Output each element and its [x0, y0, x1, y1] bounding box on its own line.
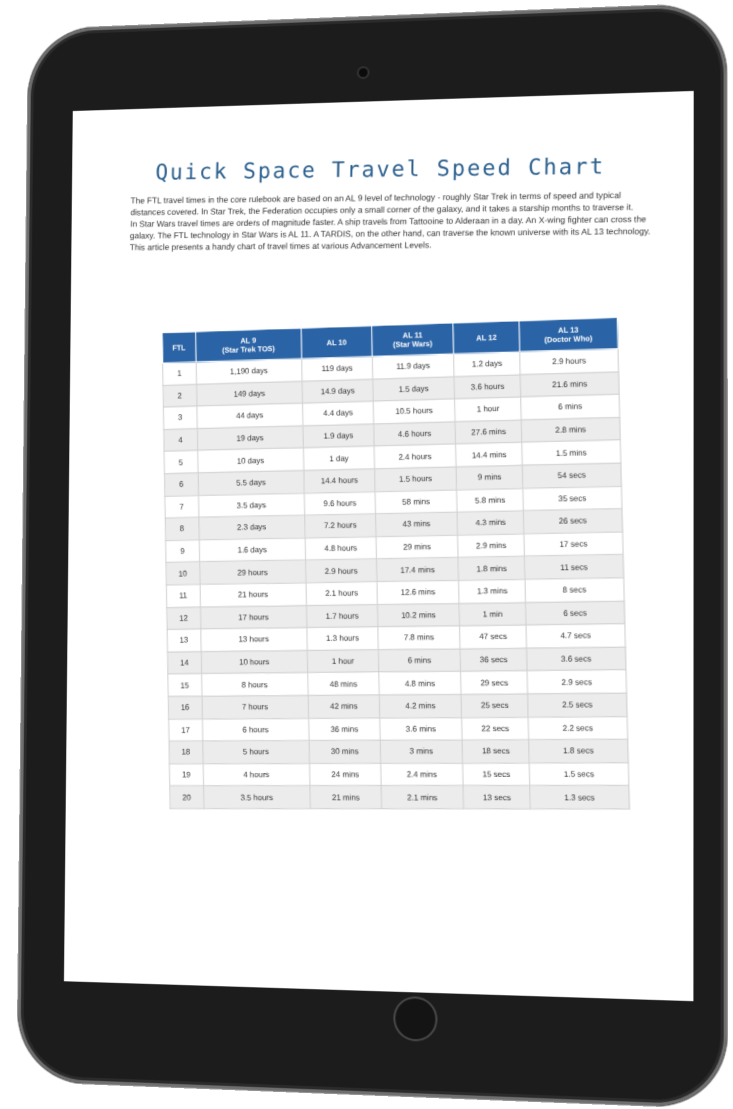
table-cell: 27.6 mins	[455, 420, 522, 444]
table-cell: 17 hours	[200, 605, 307, 629]
table-cell: 2.3 days	[198, 515, 305, 539]
tablet-device	[17, 3, 727, 1108]
table-cell: 2.5 secs	[528, 693, 627, 717]
table-cell: 1.5 secs	[529, 762, 629, 785]
table-cell: 1 hour	[455, 397, 522, 421]
table-cell: 9	[166, 540, 200, 563]
table-cell: 119 days	[302, 356, 373, 381]
table-cell: 10.2 mins	[377, 603, 460, 627]
intro-text	[130, 190, 653, 254]
column-header-sublabel: (Star Wars)	[392, 338, 433, 350]
column-header-label: AL 10	[326, 337, 347, 347]
table-cell: 12	[167, 607, 201, 630]
table-cell: 1.6 days	[199, 538, 306, 562]
table-cell: 5	[164, 451, 198, 474]
table-cell: 3.5 hours	[203, 786, 310, 809]
table-cell: 1.3 hours	[307, 627, 378, 650]
table-cell: 13 hours	[200, 628, 307, 652]
table-cell: 24 mins	[310, 763, 381, 786]
table-cell: 3.6 secs	[527, 647, 626, 671]
table-cell: 1 day	[304, 446, 375, 470]
table-row	[168, 693, 627, 719]
column-header-label: AL 9	[240, 335, 257, 346]
travel-speed-table-container	[162, 317, 630, 810]
table-cell: 35 secs	[523, 486, 622, 511]
table-cell: 4 hours	[203, 763, 310, 786]
table-cell: 6 secs	[526, 601, 625, 625]
table-cell: 1.5 mins	[522, 440, 621, 465]
table-cell: 1.2 days	[454, 352, 520, 377]
table-cell: 10 days	[197, 448, 304, 473]
table-cell: 44 days	[197, 403, 304, 428]
table-row	[168, 670, 627, 696]
table-cell: 22 secs	[462, 717, 529, 740]
table-cell: 14.4 mins	[456, 443, 523, 467]
table-cell: 1.5 days	[373, 376, 455, 401]
table-cell: 4.8 hours	[305, 536, 376, 560]
table-cell: 7.2 hours	[305, 514, 376, 538]
table-cell: 8 secs	[525, 578, 624, 602]
table-cell: 16	[168, 696, 202, 719]
table-row	[169, 739, 628, 763]
table-cell: 2.1 mins	[381, 786, 464, 809]
table-cell: 5.8 mins	[457, 488, 524, 512]
table-row	[170, 786, 630, 809]
tablet-screen	[64, 91, 694, 1001]
table-cell: 9.6 hours	[305, 491, 376, 515]
table-cell: 2.8 mins	[521, 417, 620, 442]
table-cell: 21 mins	[310, 786, 381, 809]
table-cell: 36 mins	[309, 718, 380, 741]
column-header-label: FTL	[172, 342, 186, 352]
table-cell: 2.9 mins	[458, 534, 525, 558]
table-cell: 2.9 hours	[306, 559, 377, 583]
table-cell: 11 secs	[525, 555, 624, 580]
table-cell: 15 secs	[463, 763, 530, 786]
table-row	[169, 762, 628, 786]
table-cell: 14.9 days	[302, 379, 373, 403]
table-cell: 1,190 days	[196, 359, 303, 385]
table-cell: 43 mins	[375, 512, 458, 536]
camera-icon	[359, 68, 368, 77]
column-header	[301, 326, 372, 359]
table-cell: 1.7 hours	[307, 604, 378, 628]
page-title: Quick Space Travel Speed Chart	[155, 154, 606, 186]
column-header	[371, 323, 453, 357]
table-cell: 11	[166, 584, 200, 607]
table-cell: 1.8 mins	[458, 556, 525, 580]
table-cell: 12.6 mins	[377, 580, 460, 604]
table-cell: 29 secs	[461, 671, 528, 694]
table-cell: 4.8 mins	[379, 671, 462, 694]
table-cell: 3	[163, 406, 197, 429]
table-cell: 2.4 mins	[380, 763, 463, 786]
table-cell: 10 hours	[201, 650, 308, 674]
table-cell: 8 hours	[201, 673, 308, 696]
table-cell: 1.3 secs	[530, 786, 630, 809]
column-header	[453, 321, 520, 354]
table-cell: 1 min	[459, 602, 526, 626]
table-cell: 9 mins	[456, 465, 523, 489]
table-cell: 15	[168, 674, 202, 697]
table-cell: 17 secs	[524, 532, 623, 557]
table-cell: 6	[164, 473, 198, 496]
table-cell: 3.6 hours	[454, 374, 520, 399]
table-cell: 18 secs	[462, 740, 529, 763]
table-cell: 2.4 hours	[374, 444, 456, 469]
table-cell: 7 hours	[202, 695, 309, 718]
table-cell: 2.9 hours	[520, 349, 619, 375]
table-cell: 17.4 mins	[376, 558, 459, 582]
column-header-label: AL 12	[476, 332, 497, 343]
table-cell: 4.3 mins	[457, 511, 524, 535]
travel-speed-table	[162, 317, 630, 810]
table-cell: 10	[166, 562, 200, 585]
table-cell: 3 mins	[380, 740, 463, 763]
intro-paragraph: This article presents a handy chart of travel times at various Advancement Levels.	[129, 239, 432, 253]
table-cell: 7.8 mins	[378, 626, 461, 650]
table-cell: 36 secs	[460, 648, 527, 672]
table-cell: 4.6 hours	[374, 422, 456, 447]
column-header	[195, 328, 302, 362]
table-cell: 2.9 secs	[527, 670, 626, 694]
table-cell: 6 mins	[378, 649, 461, 673]
table-cell: 48 mins	[308, 672, 379, 695]
table-cell: 10.5 hours	[373, 399, 455, 424]
table-cell: 149 days	[196, 381, 303, 406]
table-cell: 4.4 days	[303, 401, 374, 425]
table-cell: 19 days	[197, 426, 304, 451]
table-cell: 7	[165, 495, 199, 518]
table-cell: 1 hour	[308, 650, 379, 673]
table-cell: 18	[169, 741, 203, 764]
table-cell: 2	[163, 384, 197, 407]
table-cell: 17	[169, 719, 203, 742]
table-cell: 29 mins	[376, 535, 459, 559]
table-cell: 5.5 days	[198, 470, 305, 495]
column-header	[519, 317, 618, 351]
column-header-sublabel: (Star Trek TOS)	[222, 344, 275, 355]
table-cell: 21.6 mins	[520, 371, 619, 397]
table-cell: 30 mins	[309, 740, 380, 763]
table-cell: 13 secs	[463, 786, 530, 809]
table-cell: 21 hours	[200, 583, 307, 607]
table-cell: 11.9 days	[372, 354, 454, 379]
table-cell: 4.2 mins	[379, 694, 462, 717]
table-cell: 13	[167, 629, 201, 652]
intro-paragraph: The FTL travel times in the core rulebook are based on an AL 9 level of technology - roughly Star Trek in terms of speed and typical distances covered. In Star Trek, the Federation occupies only a small corner of the galaxy, and it takes a starship months to traverse it.	[130, 190, 634, 217]
table-cell: 1.5 hours	[374, 467, 456, 491]
table-cell: 4.7 secs	[526, 624, 625, 648]
table-cell: 6 hours	[202, 718, 309, 741]
table-cell: 6 mins	[521, 394, 620, 420]
table-cell: 4	[164, 428, 198, 451]
table-cell: 58 mins	[375, 489, 457, 513]
table-cell: 54 secs	[522, 463, 621, 488]
intro-paragraph: In Star Wars travel times are orders of magnitude faster. A ship travels from Tattooine to Alderaan in a day. An X-wing fighter can cross the galaxy. The FTL technology in Star Wars is AL 11. A TARDIS, on the other hand, can traverse the known universe with its AL 13 technology.	[129, 213, 651, 240]
table-row	[169, 716, 628, 741]
table-cell: 42 mins	[308, 695, 379, 718]
table-cell: 29 hours	[199, 560, 306, 584]
column-header	[162, 332, 196, 363]
table-cell: 14.4 hours	[304, 469, 375, 493]
table-cell: 1	[163, 362, 197, 385]
column-header-sublabel: (Doctor Who)	[544, 333, 593, 345]
column-header-label: AL 11	[402, 330, 423, 340]
table-cell: 1.9 days	[303, 424, 374, 448]
home-button[interactable]	[393, 996, 437, 1042]
table-cell: 1.8 secs	[529, 739, 628, 762]
table-cell: 20	[170, 786, 204, 808]
table-body	[163, 349, 630, 809]
table-cell: 47 secs	[460, 625, 527, 649]
table-cell: 8	[165, 517, 199, 540]
table-cell: 3.6 mins	[380, 717, 463, 740]
table-cell: 1.3 mins	[459, 579, 526, 603]
table-cell: 2.2 secs	[528, 716, 627, 740]
table-cell: 2.1 hours	[306, 582, 377, 606]
table-cell: 3.5 days	[198, 493, 305, 518]
table-cell: 25 secs	[461, 694, 528, 717]
table-cell: 5 hours	[202, 741, 309, 764]
table-cell: 14	[168, 651, 202, 674]
table-cell: 19	[169, 764, 203, 787]
column-header-label: AL 13	[557, 325, 579, 335]
table-cell: 26 secs	[524, 509, 623, 534]
